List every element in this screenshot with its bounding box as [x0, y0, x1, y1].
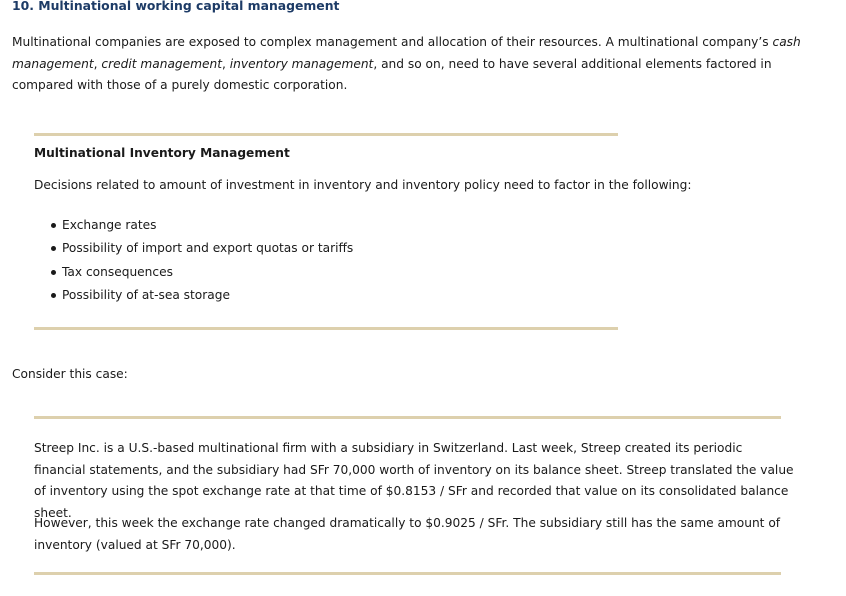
inventory-box-bottom-rule [34, 327, 618, 330]
list-item [34, 216, 353, 239]
section-heading: 10. Multinational working capital management [12, 0, 340, 13]
list-item [34, 263, 353, 286]
case-paragraph-1: Streep Inc. is a U.S.-based multinational firm with a subsidiary in Switzerland. Last week, Streep created its periodic financial statements, and the subsidiary had SFr 70,000 worth of inventory on its balance sheet. Streep translated the value of inventory using the spot exchange rate at that time of $0.8153 / SFr and recorded that value on its consolidated balance sheet. [34, 441, 794, 520]
intro-text-end: , and so on, need to have several additional elements factored in compared with those of a purely domestic corporation. [12, 56, 772, 92]
inventory-factor-list [34, 216, 353, 309]
list-item-text: Possibility of at-sea storage [62, 287, 230, 302]
bullet-icon [51, 270, 56, 275]
intro-term-inventory-management: inventory management [229, 56, 374, 71]
inventory-box-text: Decisions related to amount of investment in inventory and inventory policy need to factor in the following: [34, 178, 692, 192]
intro-separator: , [222, 56, 230, 71]
inventory-box-title: Multinational Inventory Management [34, 146, 290, 160]
bullet-icon [51, 293, 56, 298]
intro-paragraph [12, 32, 832, 97]
bullet-icon [51, 223, 56, 228]
list-item-text: Exchange rates [62, 218, 157, 232]
case-box-top-rule [34, 416, 781, 419]
intro-term-credit-management: credit management [101, 56, 223, 71]
inventory-box-top-rule [34, 133, 618, 136]
list-item [34, 286, 353, 309]
case-box-bottom-rule [34, 572, 781, 575]
list-item-text: Tax consequences [62, 264, 173, 279]
intro-text-start: Multinational companies are exposed to complex management and allocation of their resources. A multinational company’s [12, 35, 773, 49]
list-item [34, 239, 353, 262]
consider-case-text: Consider this case: [12, 367, 128, 381]
list-item-text: Possibility of import and export quotas or tariffs [62, 241, 354, 256]
intro-term-cash-management: cash management [12, 35, 801, 71]
case-paragraph-2: However, this week the exchange rate changed dramatically to $0.9025 / SFr. The subsidiary still has the same amount of inventory (valued at SFr 70,000). [34, 516, 781, 552]
bullet-icon [51, 246, 56, 251]
intro-separator: , [93, 56, 102, 71]
